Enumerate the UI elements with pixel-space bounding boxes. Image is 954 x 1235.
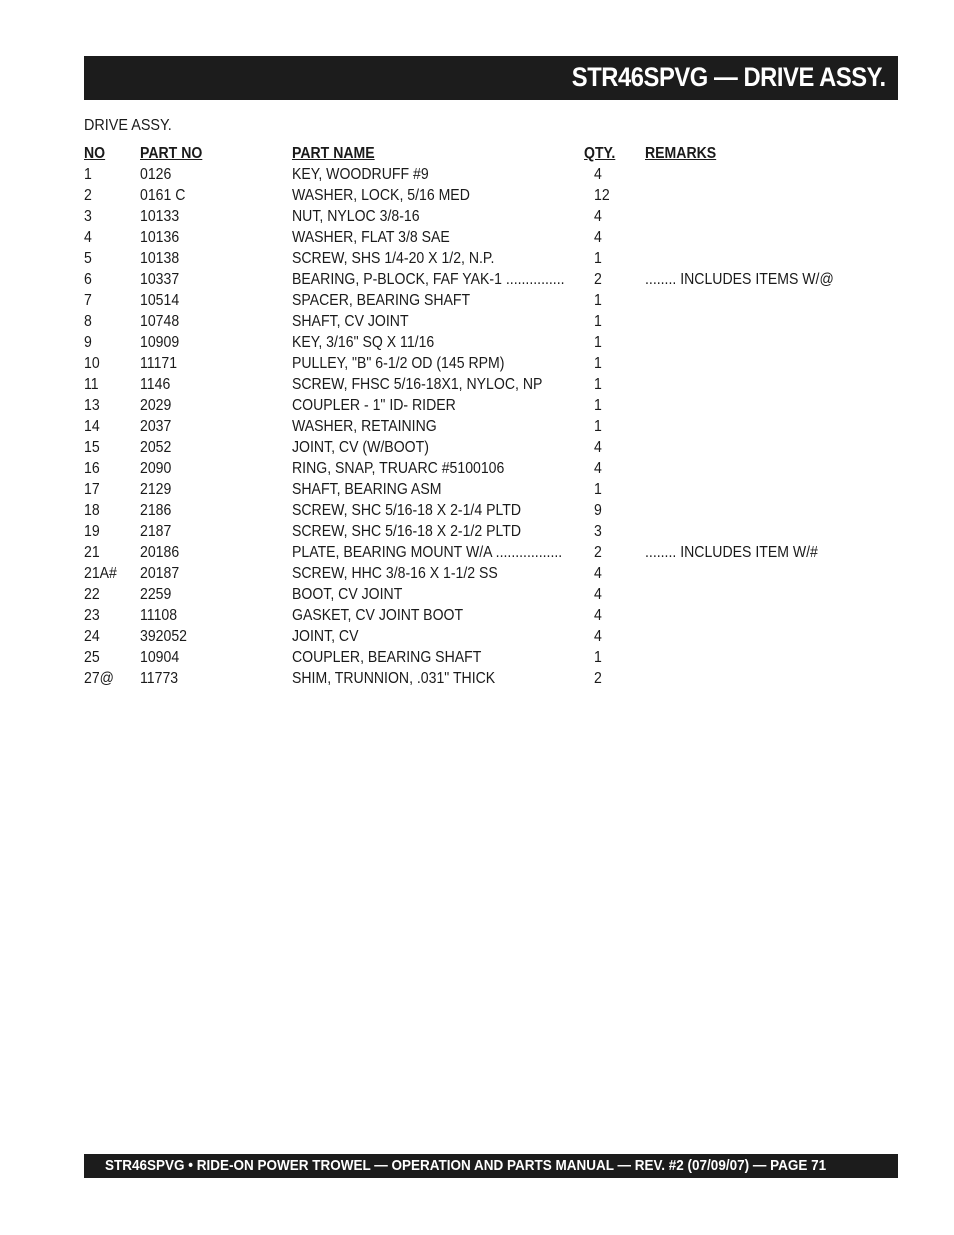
header-bar (84, 56, 898, 100)
cell-no: 4 (84, 229, 92, 246)
cell-part-name: JOINT, CV (292, 628, 359, 645)
cell-qty: 4 (594, 166, 602, 183)
cell-part-no: 20187 (140, 565, 180, 582)
cell-remarks: ........ INCLUDES ITEM W/# (645, 544, 818, 561)
cell-part-name: WASHER, FLAT 3/8 SAE (292, 229, 450, 246)
table-row (84, 458, 864, 479)
column-header-remarks: REMARKS (645, 145, 717, 162)
page-title: STR46SPVG — DRIVE ASSY. (572, 62, 886, 92)
cell-part-name: RING, SNAP, TRUARC #5100106 (292, 460, 505, 477)
cell-no: 16 (84, 460, 100, 477)
cell-part-no: 392052 (140, 628, 187, 645)
cell-qty: 1 (594, 250, 602, 267)
cell-qty: 1 (594, 376, 602, 393)
cell-part-no: 2129 (140, 481, 172, 498)
parts-table (84, 143, 864, 689)
cell-part-no: 2186 (140, 502, 172, 519)
table-row (84, 248, 864, 269)
column-header-part-name: PART NAME (292, 145, 375, 162)
cell-part-name: COUPLER - 1" ID- RIDER (292, 397, 456, 414)
table-row (84, 626, 864, 647)
cell-qty: 4 (594, 208, 602, 225)
table-row (84, 416, 864, 437)
cell-qty: 4 (594, 565, 602, 582)
cell-qty: 4 (594, 607, 602, 624)
column-header-qty: QTY. (584, 145, 616, 162)
cell-part-name: SHAFT, BEARING ASM (292, 481, 442, 498)
cell-part-no: 2037 (140, 418, 172, 435)
cell-part-no: 2090 (140, 460, 172, 477)
cell-no: 21 (84, 544, 100, 561)
table-row (84, 290, 864, 311)
cell-no: 7 (84, 292, 92, 309)
cell-part-no: 1146 (140, 376, 171, 393)
cell-no: 14 (84, 418, 100, 435)
cell-qty: 1 (594, 649, 602, 666)
cell-part-name: GASKET, CV JOINT BOOT (292, 607, 464, 624)
cell-part-no: 10337 (140, 271, 180, 288)
cell-no: 6 (84, 271, 92, 288)
cell-part-no: 2052 (140, 439, 172, 456)
cell-qty: 4 (594, 439, 602, 456)
table-row (84, 311, 864, 332)
cell-no: 2 (84, 187, 92, 204)
cell-no: 18 (84, 502, 100, 519)
table-row (84, 542, 864, 563)
cell-qty: 2 (594, 544, 602, 561)
cell-part-name: KEY, WOODRUFF #9 (292, 166, 429, 183)
cell-no: 8 (84, 313, 92, 330)
cell-qty: 4 (594, 586, 602, 603)
cell-part-name: SCREW, FHSC 5/16-18X1, NYLOC, NP (292, 376, 543, 393)
cell-no: 3 (84, 208, 92, 225)
cell-qty: 1 (594, 292, 602, 309)
cell-no: 11 (84, 376, 99, 393)
cell-part-no: 11773 (140, 670, 179, 687)
cell-part-no: 11108 (140, 607, 178, 624)
cell-part-no: 2259 (140, 586, 172, 603)
table-row (84, 479, 864, 500)
cell-part-no: 2187 (140, 523, 172, 540)
cell-part-name: JOINT, CV (W/BOOT) (292, 439, 429, 456)
cell-no: 9 (84, 334, 92, 351)
table-row (84, 395, 864, 416)
table-row (84, 227, 864, 248)
cell-part-no: 10138 (140, 250, 180, 267)
table-row (84, 521, 864, 542)
table-row (84, 437, 864, 458)
cell-part-name: PULLEY, "B" 6-1/2 OD (145 RPM) (292, 355, 505, 372)
cell-qty: 12 (594, 187, 610, 204)
cell-part-no: 10133 (140, 208, 180, 225)
table-row (84, 605, 864, 626)
cell-no: 22 (84, 586, 100, 603)
cell-part-name: SHAFT, CV JOINT (292, 313, 409, 330)
cell-no: 19 (84, 523, 100, 540)
cell-part-name: PLATE, BEARING MOUNT W/A ................. (292, 544, 563, 561)
cell-part-no: 20186 (140, 544, 180, 561)
cell-remarks: ........ INCLUDES ITEMS W/@ (645, 271, 834, 288)
cell-qty: 3 (594, 523, 602, 540)
cell-qty: 9 (594, 502, 602, 519)
cell-qty: 1 (594, 481, 602, 498)
table-row (84, 647, 864, 668)
cell-qty: 1 (594, 313, 602, 330)
cell-part-no: 10514 (140, 292, 180, 309)
cell-no: 5 (84, 250, 92, 267)
cell-no: 1 (84, 166, 92, 183)
cell-no: 21A# (84, 565, 117, 582)
cell-part-name: NUT, NYLOC 3/8-16 (292, 208, 420, 225)
cell-part-no: 10136 (140, 229, 180, 246)
table-row (84, 164, 864, 185)
table-row (84, 353, 864, 374)
cell-part-name: KEY, 3/16" SQ X 11/16 (292, 334, 435, 351)
cell-part-no: 10909 (140, 334, 180, 351)
table-row (84, 269, 864, 290)
cell-part-no: 0161 C (140, 187, 186, 204)
footer-bar (84, 1154, 898, 1178)
cell-qty: 2 (594, 670, 602, 687)
cell-part-name: WASHER, LOCK, 5/16 MED (292, 187, 470, 204)
table-row (84, 584, 864, 605)
cell-no: 17 (84, 481, 100, 498)
cell-qty: 1 (594, 355, 602, 372)
cell-part-no: 11171 (140, 355, 178, 372)
table-row (84, 563, 864, 584)
cell-part-no: 10904 (140, 649, 180, 666)
cell-part-name: SCREW, HHC 3/8-16 X 1-1/2 SS (292, 565, 498, 582)
cell-no: 27@ (84, 670, 114, 687)
cell-no: 15 (84, 439, 100, 456)
table-row (84, 500, 864, 521)
cell-qty: 1 (594, 418, 602, 435)
cell-part-no: 10748 (140, 313, 180, 330)
table-body (84, 164, 864, 689)
table-header-row (84, 143, 864, 164)
table-row (84, 668, 864, 689)
cell-part-name: SCREW, SHS 1/4-20 X 1/2, N.P. (292, 250, 495, 267)
cell-qty: 1 (594, 397, 602, 414)
cell-no: 25 (84, 649, 100, 666)
table-row (84, 206, 864, 227)
cell-no: 10 (84, 355, 100, 372)
cell-part-name: SCREW, SHC 5/16-18 X 2-1/4 PLTD (292, 502, 522, 519)
cell-part-name: BOOT, CV JOINT (292, 586, 403, 603)
cell-qty: 4 (594, 628, 602, 645)
column-header-no: NO (84, 145, 106, 162)
cell-part-name: SHIM, TRUNNION, .031" THICK (292, 670, 496, 687)
cell-no: 24 (84, 628, 100, 645)
footer-text: STR46SPVG • RIDE-ON POWER TROWEL — OPERATION AND PARTS MANUAL — REV. #2 (07/09/07) — PAGE 71 (105, 1157, 827, 1174)
table-row (84, 185, 864, 206)
cell-part-name: SPACER, BEARING SHAFT (292, 292, 471, 309)
table-row (84, 332, 864, 353)
column-header-part-no: PART NO (140, 145, 203, 162)
cell-qty: 4 (594, 229, 602, 246)
cell-part-name: BEARING, P-BLOCK, FAF YAK-1 ............... (292, 271, 565, 288)
cell-part-no: 0126 (140, 166, 172, 183)
table-row (84, 374, 864, 395)
cell-no: 23 (84, 607, 100, 624)
cell-qty: 4 (594, 460, 602, 477)
cell-part-name: SCREW, SHC 5/16-18 X 2-1/2 PLTD (292, 523, 522, 540)
cell-part-no: 2029 (140, 397, 172, 414)
section-label: DRIVE ASSY. (84, 117, 172, 134)
cell-no: 13 (84, 397, 100, 414)
cell-part-name: COUPLER, BEARING SHAFT (292, 649, 482, 666)
cell-qty: 1 (594, 334, 602, 351)
cell-part-name: WASHER, RETAINING (292, 418, 437, 435)
cell-qty: 2 (594, 271, 602, 288)
